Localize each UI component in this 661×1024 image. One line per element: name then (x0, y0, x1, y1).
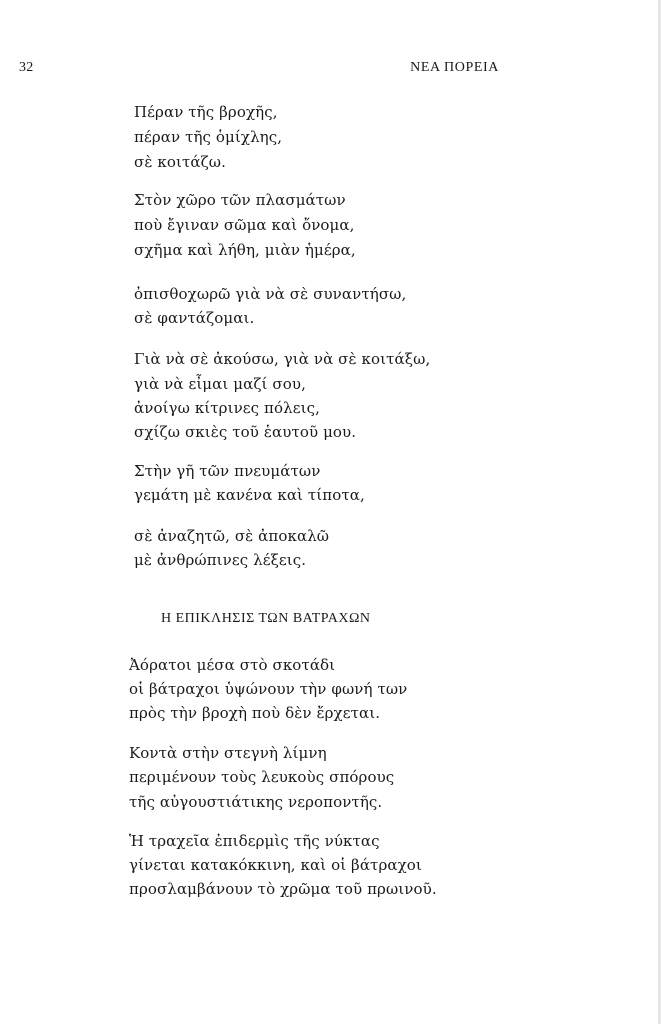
poem-line: σχίζω σκιὲς τοῦ ἑαυτοῦ μου. (134, 423, 357, 441)
poem-line: σὲ κοιτάζω. (134, 153, 227, 171)
poem-line: ἀνοίγω κίτρινες πόλεις, (134, 399, 320, 417)
poem-line: Πέραν τῆς βροχῆς, (134, 103, 278, 121)
page-header (0, 60, 661, 80)
poem-2-title: Η ΕΠΙΚΛΗΣΙΣ ΤΩΝ ΒΑΤΡΑΧΩΝ (161, 611, 371, 626)
poem-line: πέραν τῆς ὁμίχλης, (134, 128, 283, 146)
running-title: ΝΕΑ ΠΟΡΕΙΑ (410, 60, 499, 75)
poem-line: προσλαμβάνουν τὸ χρῶμα τοῦ πρωινοῦ. (129, 880, 437, 898)
poem-line: Στὴν γῆ τῶν πνευμάτων (134, 462, 321, 480)
poem-line: Ἡ τραχεῖα ἐπιδερμὶς τῆς νύκτας (129, 832, 380, 850)
poem-line: Ἀόρατοι μέσα στὸ σκοτάδι (129, 656, 336, 674)
poem-line: γίνεται κατακόκκινη, καὶ οἱ βάτραχοι (129, 856, 422, 874)
poem-line: μὲ ἀνθρώπινες λέξεις. (134, 551, 307, 569)
poem-line: σὲ ἀναζητῶ, σὲ ἀποκαλῶ (134, 527, 330, 545)
poem-line: Στὸν χῶρο τῶν πλασμάτων (134, 191, 346, 209)
poem-line: ποὺ ἔγιναν σῶμα καὶ ὄνομα, (134, 216, 355, 234)
poem-line: σὲ φαντάζομαι. (134, 309, 255, 327)
poem-line: περιμένουν τοὺς λευκοὺς σπόρους (129, 768, 395, 786)
poem-line: Κοντὰ στὴν στεγνὴ λίμνη (129, 744, 327, 762)
poem-line: οἱ βάτραχοι ὑψώνουν τὴν φωνή των (129, 680, 408, 698)
poem-line: Γιὰ νὰ σὲ ἀκούσω, γιὰ νὰ σὲ κοιτάξω, (134, 350, 431, 368)
poem-line: τῆς αὐγουστιάτικης νεροποντῆς. (129, 793, 383, 811)
page-number: 32 (19, 60, 34, 75)
poem-line: γιὰ νὰ εἶμαι μαζί σου, (134, 375, 306, 393)
poem-line: ὀπισθοχωρῶ γιὰ νὰ σὲ συναντήσω, (134, 285, 407, 303)
poem-line: πρὸς τὴν βροχὴ ποὺ δὲν ἔρχεται. (129, 704, 381, 722)
poem-line: γεμάτη μὲ κανένα καὶ τίποτα, (134, 486, 365, 504)
poem-line: σχῆμα καὶ λήθη, μιὰν ἡμέρα, (134, 241, 356, 259)
